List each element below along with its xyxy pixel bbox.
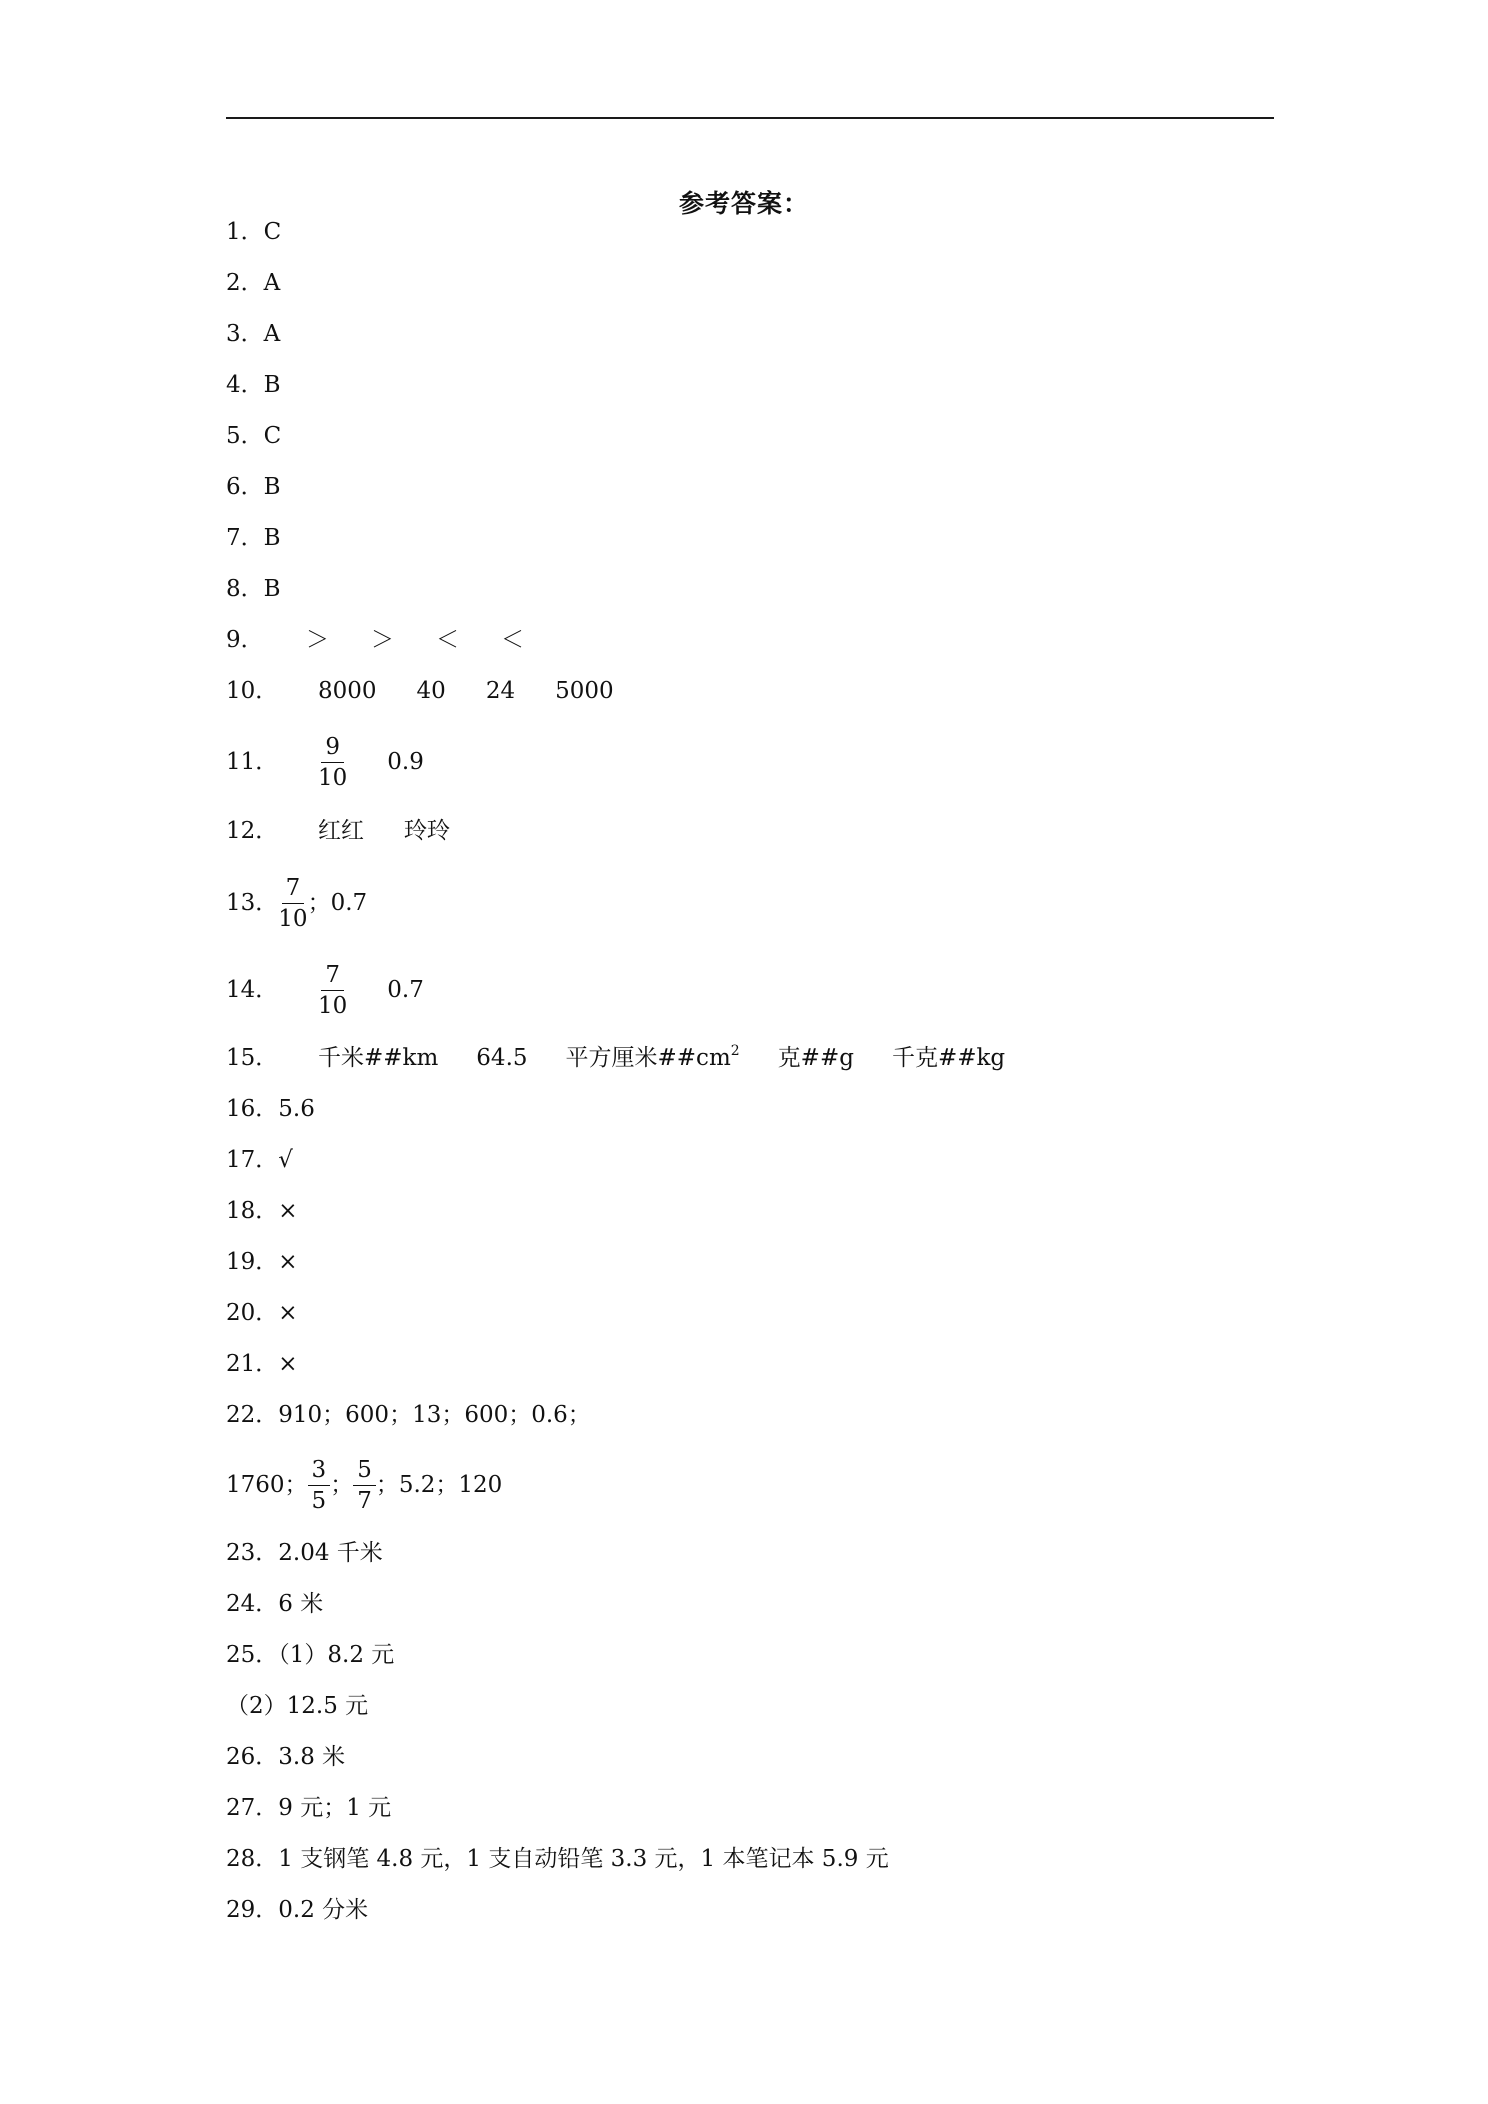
answer-3: 3．A xyxy=(226,321,281,347)
answer-4: 4．B xyxy=(226,372,281,398)
answer-9 xyxy=(226,625,524,655)
answer-1: 1．C xyxy=(226,219,282,245)
answer-value: 0.9 xyxy=(387,749,424,775)
answer-value: 千克##kg xyxy=(891,1045,1006,1071)
answer-number: 14． xyxy=(226,977,279,1003)
answer-16: 16．5.6 xyxy=(226,1096,315,1122)
answer-14 xyxy=(226,953,424,1027)
fraction-denominator: 5 xyxy=(311,1487,327,1514)
answer-number: 9． xyxy=(226,627,264,653)
answer-11 xyxy=(226,725,424,799)
answer-22-continued xyxy=(226,1448,502,1522)
answer-value: 红红 xyxy=(318,818,364,844)
answer-8: 8．B xyxy=(226,576,281,602)
answer-number: 10． xyxy=(226,678,279,704)
answer-28: 28．1 支钢笔 4.8 元，1 支自动铅笔 3.3 元，1 本笔记本 5.9 元 xyxy=(226,1846,889,1872)
answer-17: 17．√ xyxy=(226,1147,293,1173)
answer-value: ＜ xyxy=(501,627,524,653)
answer-13 xyxy=(226,866,367,940)
answer-21: 21．× xyxy=(226,1351,298,1377)
fraction-numerator: 7 xyxy=(321,960,344,991)
answer-value: ＞ xyxy=(306,627,329,653)
answer-25: 25．（1）8.2 元 xyxy=(226,1642,395,1668)
answer-value: 5000 xyxy=(555,678,614,704)
fraction-denominator: 10 xyxy=(318,992,348,1019)
fraction-denominator: 10 xyxy=(278,905,308,932)
answer-value: ＞ xyxy=(371,627,394,653)
header-rule xyxy=(226,117,1274,119)
answer-15 xyxy=(226,1043,1005,1073)
answer-value: 玲玲 xyxy=(404,818,450,844)
answer-value xyxy=(566,1043,740,1073)
unit-superscript: 2 xyxy=(730,1043,740,1059)
answer-7: 7．B xyxy=(226,525,281,551)
answer-6: 6．B xyxy=(226,474,281,500)
answer-number: 13． xyxy=(226,890,279,916)
fraction-numerator: 7 xyxy=(282,873,305,904)
answer-number: 12． xyxy=(226,818,279,844)
answer-23: 23．2.04 千米 xyxy=(226,1540,383,1566)
fraction-numerator: 9 xyxy=(321,732,344,763)
answer-value: 0.7 xyxy=(387,977,424,1003)
fraction-numerator: 3 xyxy=(308,1455,331,1486)
answer-10 xyxy=(226,676,614,706)
fraction xyxy=(278,873,307,934)
answer-27: 27．9 元；1 元 xyxy=(226,1795,392,1821)
answer-29: 29．0.2 分米 xyxy=(226,1897,369,1923)
answer-value: ；5.2；120 xyxy=(375,1472,503,1498)
answer-24: 24．6 米 xyxy=(226,1591,324,1617)
answer-20: 20．× xyxy=(226,1300,298,1326)
answer-value: 8000 xyxy=(318,678,377,704)
answer-value: 克##g xyxy=(777,1045,854,1071)
fraction xyxy=(318,732,347,793)
answer-5: 5．C xyxy=(226,423,282,449)
answer-26: 26．3.8 米 xyxy=(226,1744,346,1770)
page-title: 参考答案： xyxy=(678,189,809,218)
answer-12 xyxy=(226,816,450,846)
answer-value: 64.5 xyxy=(476,1045,528,1071)
answer-value: 40 xyxy=(416,678,446,704)
fraction xyxy=(353,1455,376,1516)
fraction-denominator: 7 xyxy=(357,1487,372,1514)
answer-value: ；0.7 xyxy=(307,890,368,916)
answer-2: 2．A xyxy=(226,270,281,296)
answer-25-part2: （2）12.5 元 xyxy=(226,1693,369,1719)
answer-value: 1760； xyxy=(226,1472,308,1498)
answer-number: 15． xyxy=(226,1045,279,1071)
answer-value: 24 xyxy=(485,678,516,704)
fraction-denominator: 10 xyxy=(318,764,348,791)
answer-value: ； xyxy=(330,1472,354,1498)
answer-value: ＜ xyxy=(436,627,459,653)
unit-text: 平方厘米##cm xyxy=(565,1045,731,1071)
fraction xyxy=(308,1455,331,1516)
fraction-numerator: 5 xyxy=(353,1455,376,1486)
answer-value: 千米##km xyxy=(318,1045,439,1071)
answer-18: 18．× xyxy=(226,1198,298,1224)
answer-19: 19．× xyxy=(226,1249,298,1275)
answer-number: 11． xyxy=(226,749,279,775)
fraction xyxy=(318,960,347,1021)
answer-22: 22．910；600；13；600；0.6； xyxy=(226,1402,591,1428)
